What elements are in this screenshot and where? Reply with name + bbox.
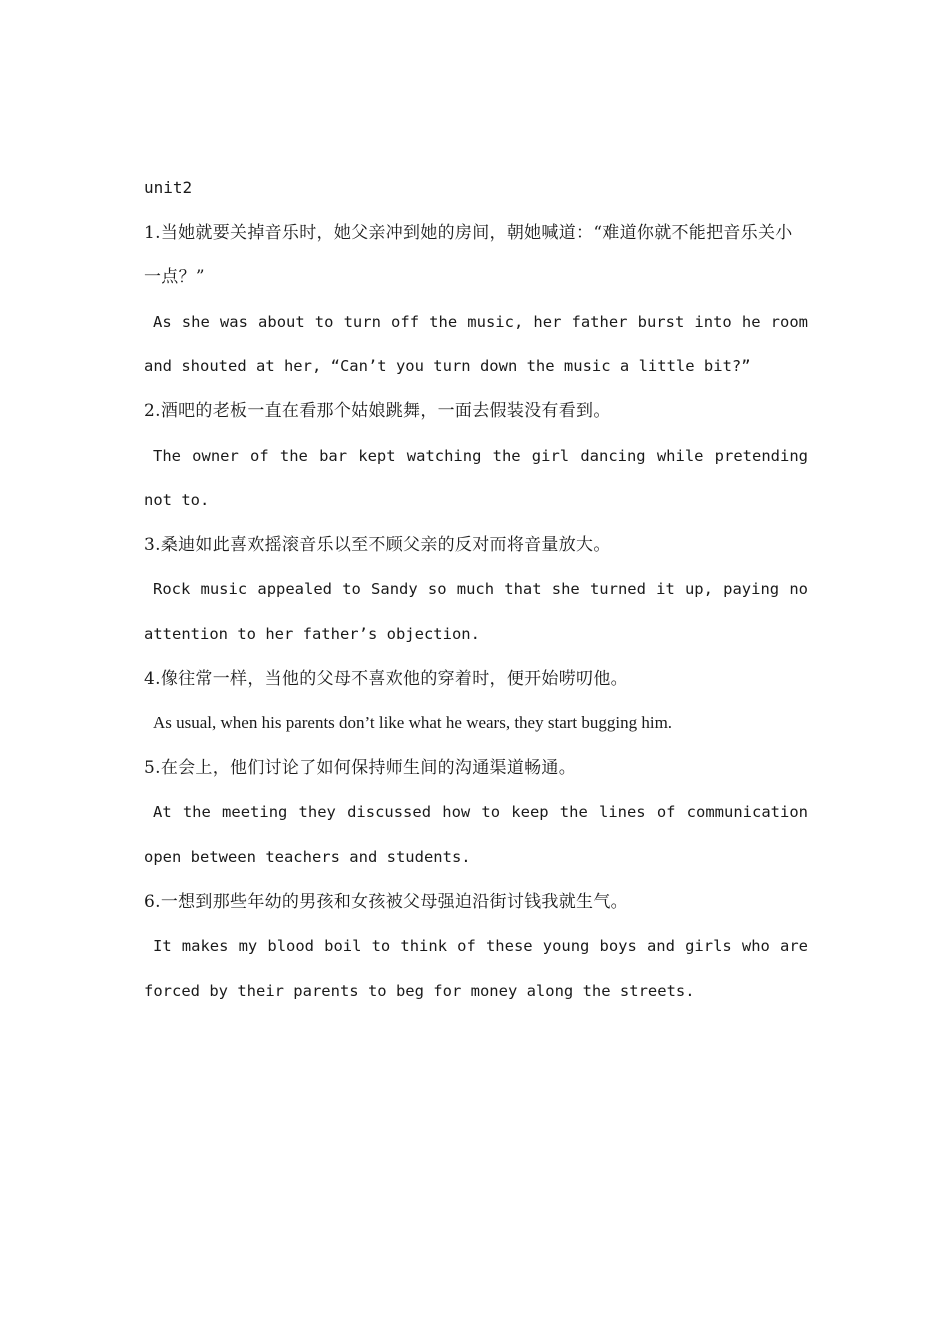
- sentence-4-english: As usual, when his parents don’t like what he wears, they start bugging him.: [153, 713, 673, 733]
- document-body: [144, 166, 808, 1013]
- sentence-3-english: Rock music appealed to Sandy so much that she turned it up, paying no attention to her father’s objection.: [144, 580, 808, 643]
- sentence-5-chinese: 5.在会上，他们讨论了如何保持师生间的沟通渠道畅通。: [144, 757, 577, 778]
- sentence-1-english: As she was about to turn off the music, her father burst into he room and shouted at her, “Can’t you turn down the music a little bit?”: [144, 312, 808, 376]
- sentence-6-chinese: 6.一想到那些年幼的男孩和女孩被父母强迫沿街讨钱我就生气。: [144, 891, 628, 912]
- sentence-2-english: The owner of the bar kept watching the girl dancing while pretending not to.: [144, 446, 808, 510]
- sentence-3-chinese: 3.桑迪如此喜欢摇滚音乐以至不顾父亲的反对而将音量放大。: [144, 534, 611, 555]
- sentence-5-english: At the meeting they discussed how to keep the lines of communication open between teachers and students.: [144, 803, 808, 866]
- sentence-1-chinese: 1.当她就要关掉音乐时，她父亲冲到她的房间，朝她喊道：“难道你就不能把音乐关小一点？”: [144, 222, 793, 288]
- sentence-6-english: It makes my blood boil to think of these young boys and girls who are forced by their parents to beg for money along the streets.: [144, 937, 808, 1000]
- sentence-2-chinese: 2.酒吧的老板一直在看那个姑娘跳舞，一面去假装没有看到。: [144, 400, 611, 421]
- sentence-4-chinese: 4.像往常一样，当他的父母不喜欢他的穿着时，便开始唠叨他。: [144, 668, 628, 689]
- document-title: unit2: [144, 178, 193, 197]
